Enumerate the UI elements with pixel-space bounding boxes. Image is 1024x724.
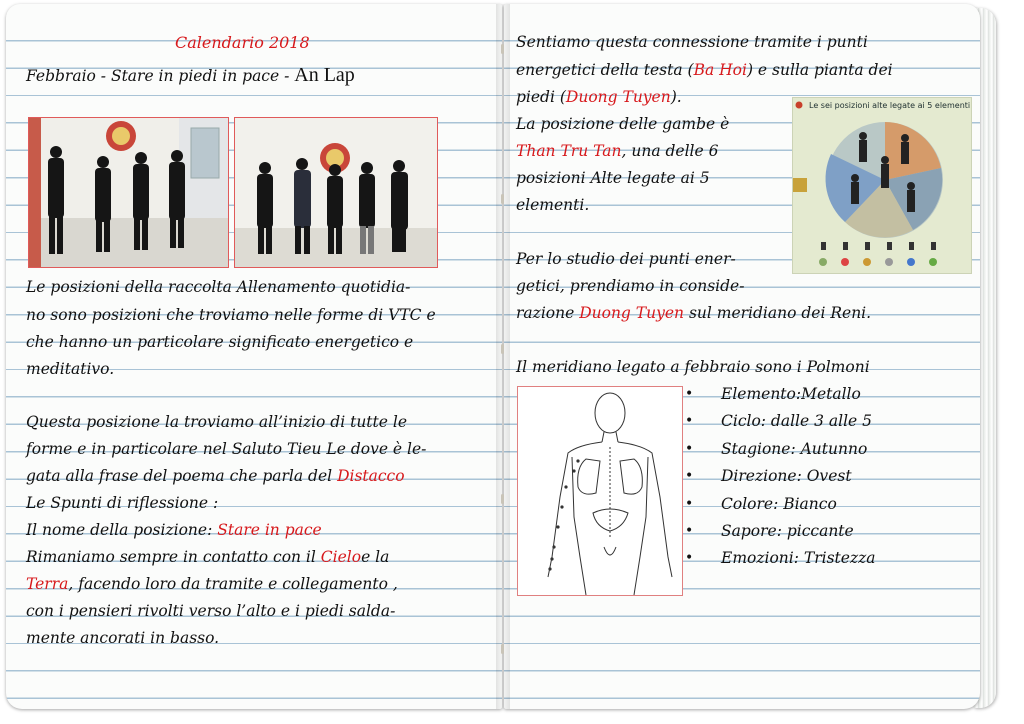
para1-line: Le posizioni della raccolta Allenamento quotidia- (26, 278, 411, 296)
stitch (501, 494, 504, 504)
poster-title: Le sei posizioni alte legate ai 5 elementi (809, 101, 971, 110)
terra-text: , facendo loro da tramite e collegamento , (68, 575, 398, 593)
rimaniamo-text: Rimaniamo sempre in contatto con il (26, 548, 316, 566)
right-text: , una delle 6 (621, 142, 719, 160)
duong-tuyen-keyword: Duong Tuyen (579, 304, 685, 322)
cielo-keyword: Cielo (320, 548, 362, 566)
than-tru-tan-keyword: Than Tru Tan (516, 142, 622, 160)
list-item: • Direzione: Ovest (683, 463, 876, 490)
right-line: La posizione delle gambe è (516, 115, 730, 133)
subtitle (26, 62, 355, 90)
right-text: sul meridiano dei Reni. (688, 304, 872, 322)
right-line: Sentiamo questa connessione tramite i punti (516, 33, 868, 51)
list-item: • Elemento:Metallo (683, 381, 876, 408)
right-line (516, 300, 871, 327)
right-text: ) e sulla pianta dei (746, 61, 893, 79)
right-line: posizioni Alte legate ai 5 (516, 169, 710, 187)
stitch (501, 44, 504, 54)
right-line (516, 84, 682, 111)
distacco-keyword: Distacco (337, 467, 405, 485)
right-line (516, 57, 893, 84)
terra-line (26, 571, 398, 598)
rimaniamo-line (26, 544, 389, 571)
lung-meridian-diagram (517, 386, 683, 596)
rimaniamo-suffix: e la (361, 548, 390, 566)
list-item: • Ciclo: dalle 3 alle 5 (683, 408, 876, 435)
para1-line: che hanno un particolare significato energetico e (26, 333, 414, 351)
list-item: • Emozioni: Tristezza (683, 545, 876, 572)
nome-line (26, 517, 322, 544)
right-text: razione (516, 304, 575, 322)
subtitle-name: An Lap (294, 64, 355, 86)
right-text: energetici della testa ( (516, 61, 694, 79)
right-text: ). (670, 88, 682, 106)
para2-line (26, 463, 405, 490)
para2-text: gata alla frase del poema che parla del (26, 467, 333, 485)
duong-tuyen-keyword: Duong Tuyen (565, 88, 671, 106)
para1-line: meditativo. (26, 360, 115, 378)
right-line: Per lo studio dei punti ener- (516, 250, 736, 268)
meridian-properties-list (683, 381, 876, 573)
group-photo-1 (28, 117, 229, 268)
list-item: • Stagione: Autunno (683, 436, 876, 463)
para2-line: forme e in particolare nel Saluto Tieu Le dove è le- (26, 440, 427, 458)
spunti-line: Le Spunti di riflessione : (26, 494, 219, 512)
right-line: getici, prendiamo in conside- (516, 277, 745, 295)
right-text: piedi ( (516, 88, 566, 106)
ba-hoi-keyword: Ba Hoi (693, 61, 747, 79)
five-elements-poster (792, 97, 972, 274)
page-title: Calendario 2018 (175, 33, 310, 52)
right-line (516, 138, 718, 165)
stare-in-pace-keyword: Stare in pace (217, 521, 322, 539)
para1-line: no sono posizioni che troviamo nelle forme di VTC e (26, 306, 436, 324)
subtitle-text: Febbraio - Stare in piedi in pace - (26, 67, 290, 85)
right-line: elementi. (516, 196, 590, 214)
ancorati-line: mente ancorati in basso. (26, 629, 220, 647)
pensieri-line: con i pensieri rivolti verso l’alto e i piedi salda- (26, 602, 396, 620)
stitch (501, 194, 504, 204)
list-item: • Colore: Bianco (683, 491, 876, 518)
meridian-title: Il meridiano legato a febbraio sono i Polmoni (516, 358, 870, 376)
spine (496, 4, 510, 709)
stitch (501, 344, 504, 354)
nome-text: Il nome della posizione: (26, 521, 213, 539)
list-item: • Sapore: piccante (683, 518, 876, 545)
stitch (501, 644, 504, 654)
group-photo-2 (234, 117, 438, 268)
para2-line: Questa posizione la troviamo all’inizio di tutte le (26, 413, 407, 431)
terra-keyword: Terra (26, 575, 69, 593)
